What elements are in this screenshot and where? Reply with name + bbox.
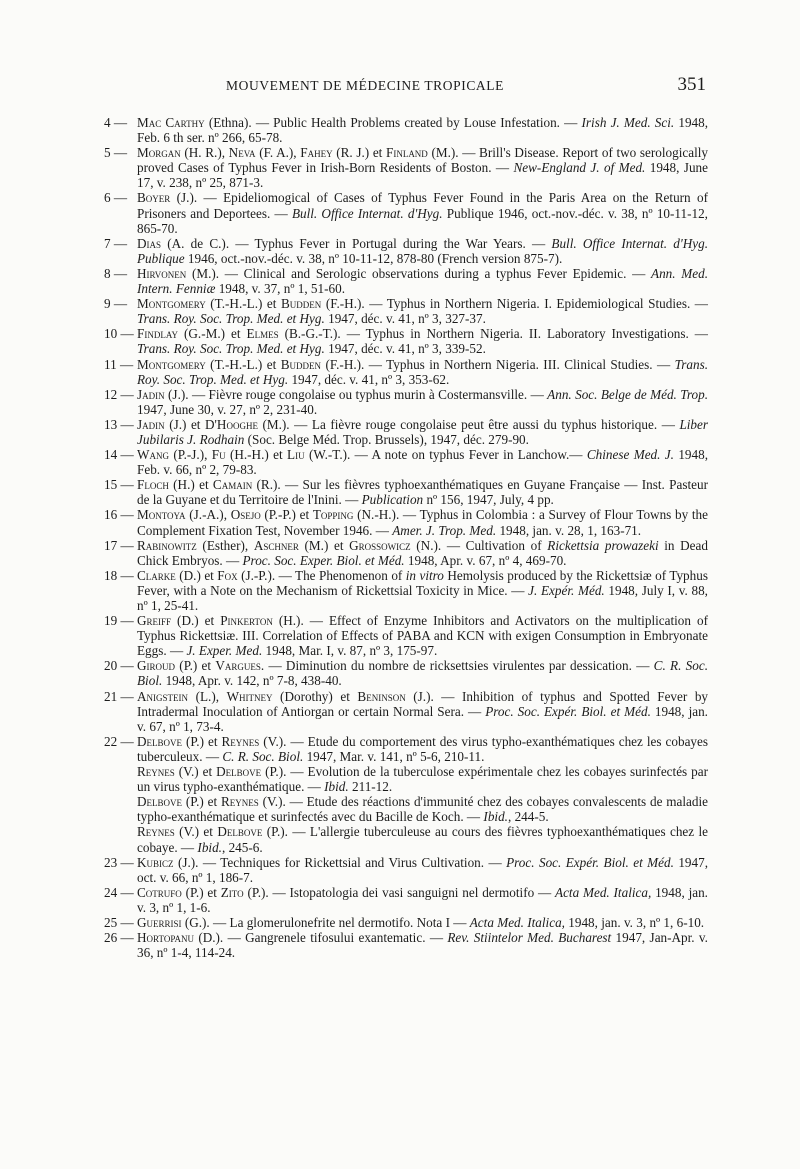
author-name: Aschner [253, 537, 299, 553]
reference-entry [104, 145, 708, 190]
citation-text: 1948, jan. v. 67, nº 1, 73-4. [137, 703, 708, 734]
reference-text [137, 658, 708, 688]
citation-text: 1947, June 30, v. 27, nº 2, 231-40. [137, 401, 318, 417]
citation-text: (P.) et [182, 733, 222, 749]
citation-text: (V.) et [174, 764, 217, 780]
citation-text: Hemolysis produced by the Rickettsiæ of Typhus Fever, with a Note on the Mechanism of Rickettsial Toxicity in Mice. — [137, 567, 708, 598]
reference-text [137, 734, 708, 764]
journal-title: J. Exper. Med. [186, 643, 263, 659]
author-name: Montgomery [137, 356, 206, 372]
reference-entry [104, 794, 708, 824]
reference-text [137, 190, 708, 235]
journal-title: Ibid. [324, 779, 349, 795]
page-number: 351 [677, 74, 706, 95]
reference-number: 20 — [104, 658, 134, 674]
reference-text [137, 538, 708, 568]
citation-text: 1948, v. 37, nº 1, 51-60. [215, 281, 345, 297]
reference-number: 15 — [104, 477, 134, 493]
citation-text: Publique 1946, oct.-nov.-déc. v. 38, nº 10-11-12, 865-70. [137, 205, 708, 236]
journal-title: Bull. Office Internat. d'Hyg. [291, 205, 443, 221]
citation-text: (M.). — Clinical and Serologic observations during a typhus Fever Epidemic. — [186, 265, 652, 281]
author-name: Reynes [221, 733, 260, 749]
author-name: Budden [280, 296, 322, 312]
journal-title: Acta Med. Italica, [469, 914, 565, 930]
author-name: Hirvonen [137, 265, 187, 281]
citation-text: (V.). — Etude des réactions d'immunité chez des cobayes convalescents de maladie typho-exanthématique et surinfectés avec du Bacille de Koch. — [137, 794, 709, 825]
author-name: Guerrisi [137, 914, 182, 930]
journal-title: Liber Jubilaris J. Rodhain [137, 416, 709, 447]
citation-text: (M.). — La fièvre rouge congolaise peut être aussi du typhus historique. — [257, 416, 680, 432]
citation-text: (N.-H.). — Typhus in Colombia : a Survey of Flour Towns by the Complement Fixation Test, November 1946. — [137, 507, 708, 538]
author-name: Hortopanu [137, 930, 194, 946]
journal-title: Irish J. Med. Sci. [581, 115, 675, 130]
citation-text: (Ethna). — Public Health Problems created by Louse Infestation. — [204, 115, 582, 130]
reference-entry [104, 915, 708, 930]
citation-text: (B.-G.-T.). — Typhus in Northern Nigeria. II. Laboratory Investigations. — [278, 326, 708, 342]
citation-text: (V.). — Etude du comportement des virus typho-exanthématiques chez les cobayes tuberculeux. — [137, 733, 708, 764]
author-name: Budden [280, 356, 322, 372]
reference-entry [104, 824, 708, 854]
author-name: Vargues [215, 658, 261, 674]
citation-text: (P.) et [181, 884, 221, 900]
citation-text: (P.). — L'allergie tuberculeuse au cours des fièvres typhoexanthématiques chez le cobaye. — [137, 824, 708, 855]
citation-text: (P.). — Evolution de la tuberculose expérimentale chez les cobayes surinfectés par un virus typho-exanthématique. — [137, 764, 708, 795]
reference-text [137, 568, 708, 613]
citation-text: 1947, déc. v. 41, nº 3, 339-52. [324, 341, 486, 357]
journal-title: J. Expér. Méd. [528, 582, 605, 598]
author-name: Liu [287, 447, 305, 463]
page-header [104, 74, 706, 100]
journal-title: C. R. Soc. Biol. [222, 748, 304, 764]
citation-text: (J.). — Epideliomogical of Cases of Typhus Fever Found in the Paris Area on the Return of Prisoners and Deportees. — [137, 190, 708, 221]
journal-title: Bull. Office Internat. d'Hyg. Publique [137, 235, 708, 266]
citation-text: (M.). — Brill's Disease. Report of two serologically proved Cases of Typhus Fever in Irish-Born Residents of Boston. — [137, 145, 709, 176]
reference-entry [104, 190, 708, 235]
citation-text: 1947, déc. v. 41, nº 3, 353-62. [288, 371, 450, 387]
author-name: Giroud [137, 658, 176, 674]
reference-text [137, 855, 708, 885]
journal-title: in vitro [405, 567, 444, 583]
journal-title: Trans. Roy. Soc. Trop. Med. et Hyg. [137, 341, 325, 357]
reference-entry [104, 357, 708, 387]
journal-title: Amer. J. Trop. Med. [392, 522, 497, 538]
reference-entry [104, 296, 708, 326]
reference-entry [104, 689, 708, 734]
citation-text: 1948, July I, v. 88, nº 1, 25-41. [137, 582, 708, 613]
author-name: Boyer [137, 190, 171, 206]
reference-entry [104, 477, 708, 507]
citation-text: 1946, oct.-nov.-déc. v. 38, nº 10-11-12, 878-80 (French version 875-7). [184, 250, 563, 266]
citation-text: nº 156, 1947, July, 4 pp. [423, 492, 554, 508]
reference-entry [104, 326, 708, 356]
journal-title: Trans. Roy. Soc. Trop. Med. et Hyg. [137, 311, 325, 327]
citation-text: (M.) et [298, 537, 350, 553]
citation-text: 1948, Feb. 6 th ser. nº 266, 65-78. [137, 115, 709, 146]
author-name: D'Hooghe [205, 416, 258, 432]
author-name: Osejo [230, 507, 261, 523]
author-name: Reynes [137, 764, 175, 780]
reference-text [137, 387, 708, 417]
citation-text: (J.). — Techniques for Rickettsial and Virus Cultivation. — [173, 854, 507, 870]
author-name: Cotrufo [137, 884, 182, 900]
reference-number: 26 — [104, 930, 134, 946]
reference-number: 25 — [104, 914, 134, 930]
reference-number: 16 — [104, 507, 134, 523]
author-name: Delbove [137, 733, 183, 749]
author-name: Mac Carthy [137, 115, 205, 130]
reference-entry [104, 930, 708, 960]
citation-text: 1947, oct. v. 66, nº 1, 186-7. [137, 854, 709, 885]
citation-text: (Esther), [196, 537, 254, 553]
citation-text: . — Diminution du nombre de ricksettsies virulentes par dessication. — [260, 658, 654, 674]
author-name: Jadin [137, 416, 165, 432]
reference-entry [104, 855, 708, 885]
journal-title: Rickettsia prowazeki [547, 537, 659, 553]
reference-text [137, 115, 708, 145]
reference-number: 9 — [104, 296, 128, 312]
journal-title: Trans. Roy. Soc. Trop. Med. et Hyg. [137, 356, 708, 387]
author-name: Delbove [216, 764, 262, 780]
author-name: Floch [137, 477, 169, 493]
journal-title: Proc. Soc. Expér. Biol. et Méd. [506, 854, 674, 870]
author-name: Rabinowitz [137, 537, 197, 553]
citation-text: 1948, Apr. v. 67, nº 4, 469-70. [404, 552, 567, 568]
citation-text: (Dorothy) et [272, 688, 358, 704]
author-name: Neva [228, 145, 256, 161]
citation-text: (Soc. Belge Méd. Trop. Brussels), 1947, déc. 279-90. [244, 431, 529, 447]
citation-text: (D.) et [171, 613, 221, 629]
reference-text [137, 915, 704, 930]
author-name: Findlay [137, 326, 179, 342]
citation-text: (W.-T.). — A note on typhus Fever in Lanchow.— [304, 447, 587, 463]
reference-text [137, 236, 708, 266]
reference-entry [104, 387, 708, 417]
reference-text [137, 417, 708, 447]
reference-entry [104, 568, 708, 613]
reference-text [137, 477, 708, 507]
citation-text: (H.) et [168, 477, 213, 493]
citation-text: (H.). — Effect of Enzyme Inhibitors and Activators on the multiplication of Typhus Rickettsiæ. III. Correlation of Effects of PABA and KCN with exigen Consumption in Embryonate Eggs. — [137, 613, 708, 659]
author-name: Beninson [357, 688, 406, 704]
citation-text: 1948, Mar. I, v. 87, nº 3, 175-97. [262, 643, 438, 659]
citation-text: (T.-H.-L.) et [205, 356, 281, 372]
citation-text: (J.). — Fièvre rouge congolaise ou typhus murin à Costermansville. — [164, 386, 548, 402]
citation-text: (P.-P.) et [260, 507, 313, 523]
reference-entry [104, 538, 708, 568]
citation-text: (P.-J.), [168, 447, 212, 463]
reference-text [137, 507, 708, 537]
reference-entry [104, 734, 708, 764]
reference-number: 22 — [104, 733, 134, 749]
reference-text [137, 145, 708, 190]
citation-text: (J.) et [164, 416, 206, 432]
reference-number: 23 — [104, 854, 134, 870]
citation-text: 1948, Apr. v. 142, nº 7-8, 438-40. [162, 673, 342, 689]
author-name: Jadin [137, 386, 165, 402]
journal-title: Ann. Med. Intern. Fenniæ [137, 265, 708, 297]
citation-text: 1947, déc. v. 41, nº 3, 327-37. [324, 311, 486, 327]
author-name: Clarke [137, 567, 176, 583]
reference-text [137, 296, 708, 326]
journal-title: Chinese Med. J. [586, 447, 674, 463]
reference-entry [104, 507, 708, 537]
citation-text: (J.-P.). — The Phenomenon of [237, 567, 406, 583]
author-name: Dias [137, 235, 162, 251]
reference-number: 21 — [104, 688, 134, 704]
citation-text: 1947, Jan-Apr. v. 36, nº 1-4, 114-24. [137, 930, 708, 961]
author-name: Delbove [217, 824, 263, 840]
author-name: Fahey [300, 145, 333, 161]
author-name: Greiff [137, 613, 172, 629]
citation-text: (F.-H.). — Typhus in Northern Nigeria. I. Epidemiological Studies. — [321, 296, 708, 312]
citation-text: (A. de C.). — Typhus Fever in Portugal during the War Years. — [161, 235, 552, 251]
reference-entry [104, 613, 708, 658]
reference-entry [104, 885, 708, 915]
reference-text [137, 689, 708, 734]
author-name: Montoya [137, 507, 186, 523]
reference-number: 5 — [104, 145, 128, 161]
reference-number: 7 — [104, 235, 128, 251]
citation-text: (F.-H.). — Typhus in Northern Nigeria. III. Clinical Studies. — [321, 356, 675, 372]
citation-text: (P.) et [175, 658, 216, 674]
citation-text: (J.). — Inhibition of typhus and Spotted Fever by Intradermal Inoculation of Antiorgan or certain Normal Sera. — [137, 688, 709, 719]
citation-text: (G.-M.) et [178, 326, 247, 342]
reference-number: 17 — [104, 537, 134, 553]
reference-number: 13 — [104, 416, 134, 432]
citation-text: (R. J.) et [332, 145, 386, 161]
reference-number: 19 — [104, 613, 134, 629]
citation-text: (F. A.), [255, 145, 301, 161]
journal-title: Ibid. [483, 809, 508, 825]
author-name: Kubicz [137, 854, 174, 870]
author-name: Reynes [220, 794, 259, 810]
reference-text [137, 885, 708, 915]
citation-text: 211-12. [348, 779, 393, 795]
author-name: Camain [212, 477, 253, 493]
author-name: Zito [220, 884, 244, 900]
reference-entry [104, 236, 708, 266]
author-name: Reynes [137, 824, 175, 840]
author-name: Morgan [137, 145, 181, 161]
author-name: Anigstein [137, 688, 189, 704]
journal-title: Rev. Stiintelor Med. Bucharest [447, 930, 612, 946]
citation-text: (H.-H.) et [225, 447, 288, 463]
reference-text [137, 613, 708, 658]
citation-text: (L.), [188, 688, 227, 704]
reference-entry [104, 115, 708, 145]
citation-text: 1948, jan. v. 3, nº 1, 1-6. [137, 884, 708, 915]
author-name: Fox [217, 567, 238, 583]
reference-text [137, 266, 708, 296]
reference-entry [104, 658, 708, 688]
citation-text: , 245-6. [221, 839, 263, 855]
reference-number: 12 — [104, 386, 134, 402]
journal-title: Ann. Soc. Belge de Méd. Trop. [547, 386, 708, 402]
author-name: Fu [211, 447, 226, 463]
citation-text: (H. R.), [180, 145, 229, 161]
citation-text: (D.). — Gangrenele tifosului exantematic. — [194, 930, 448, 946]
journal-title: Proc. Soc. Exper. Biol. et Méd. [242, 552, 405, 568]
citation-text: (T.-H.-L.) et [205, 296, 281, 312]
citation-text: (N.). — Cultivation of [410, 537, 548, 553]
reference-text [137, 764, 708, 794]
author-name: Wang [137, 447, 169, 463]
citation-text: 1948, jan. v. 28, 1, 163-71. [496, 522, 642, 538]
reference-number: 11 — [104, 356, 134, 372]
reference-list [104, 115, 708, 960]
citation-text: 1947, Mar. v. 141, nº 5-6, 210-11. [303, 748, 485, 764]
citation-text: (R.). — Sur les fièvres typhoexanthématiques en Guyane Française — Inst. Pasteur de la Guyane et du Territoire de l'Inini. — [137, 477, 708, 508]
reference-entry [104, 447, 708, 477]
reference-text [137, 447, 708, 477]
reference-text [137, 357, 708, 387]
author-name: Pinkerton [220, 613, 273, 629]
author-name: Topping [312, 507, 354, 523]
journal-title: Ibid. [197, 839, 222, 855]
citation-text: 1948, jan. v. 3, nº 1, 6-10. [564, 914, 705, 930]
citation-text: 1948, June 17, v. 238, nº 25, 871-3. [137, 160, 708, 191]
citation-text: (P.). — Istopatologia dei vasi sanguigni nel dermotifo — [243, 884, 556, 900]
reference-text [137, 794, 708, 824]
running-title: MOUVEMENT DE MÉDECINE TROPICALE [226, 78, 504, 93]
reference-number: 24 — [104, 884, 134, 900]
journal-title: C. R. Soc. Biol. [137, 658, 709, 689]
reference-entry [104, 417, 708, 447]
citation-text: (G.). — La glomerulonefrite nel dermotifo. Nota I — [181, 914, 470, 930]
author-name: Whitney [226, 688, 273, 704]
author-name: Delbove [137, 794, 183, 810]
journal-title: Proc. Soc. Expér. Biol. et Méd. [485, 703, 651, 719]
author-name: Finland [385, 145, 428, 161]
reference-number: 8 — [104, 265, 128, 281]
citation-text: (V.) et [174, 824, 218, 840]
journal-title: Acta Med. Italica, [555, 884, 652, 900]
citation-text: (P.) et [182, 794, 221, 810]
reference-text [137, 326, 708, 356]
author-name: Montgomery [137, 296, 206, 312]
reference-entry [104, 764, 708, 794]
citation-text: 1948, Feb. v. 66, nº 2, 79-83. [137, 447, 709, 478]
reference-text [137, 824, 708, 854]
citation-text: (D.) et [175, 567, 218, 583]
citation-text: (J.-A.), [185, 507, 231, 523]
citation-text: in Dead Chick Embryos. — [137, 537, 708, 568]
citation-text: , 244-5. [507, 809, 549, 825]
reference-number: 14 — [104, 447, 134, 463]
author-name: Elmes [246, 326, 279, 342]
reference-number: 10 — [104, 326, 134, 342]
reference-text [137, 930, 708, 960]
reference-number: 4 — [104, 115, 128, 130]
author-name: Grossowicz [349, 537, 411, 553]
journal-title: New-England J. of Med. [513, 160, 646, 176]
reference-number: 18 — [104, 567, 134, 583]
reference-number: 6 — [104, 190, 128, 206]
journal-title: Publication [361, 492, 424, 508]
reference-entry [104, 266, 708, 296]
